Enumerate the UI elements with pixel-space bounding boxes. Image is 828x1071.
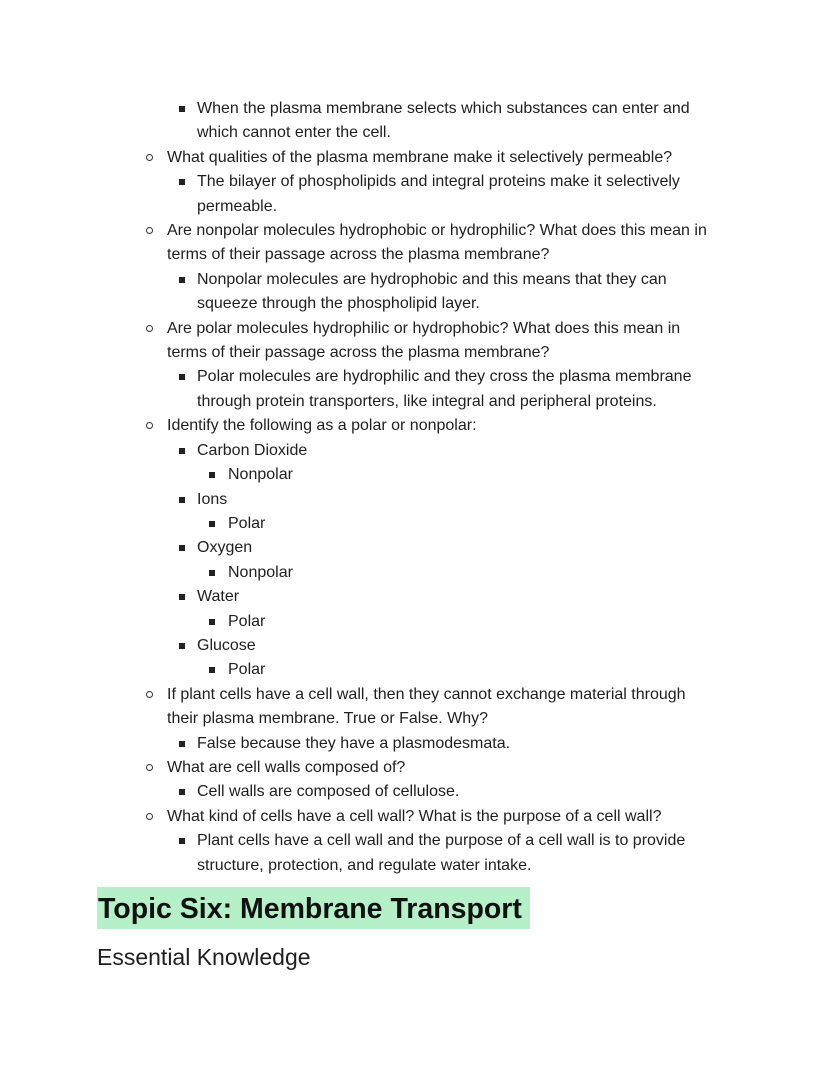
list-item-text: What qualities of the plasma membrane make it selectively permeable? [167, 148, 673, 166]
list-item-text: Polar [228, 612, 266, 630]
hollow-circle-bullet-icon [146, 422, 153, 429]
square-bullet-icon [179, 741, 185, 747]
square-bullet-icon [179, 789, 185, 795]
list-item-text: Oxygen [197, 539, 253, 557]
hollow-circle-bullet-icon [146, 813, 153, 820]
list-item-text: through protein transporters, like integral and peripheral proteins. [197, 392, 657, 410]
list-item-text: Ions [197, 490, 228, 508]
answer-item [0, 536, 828, 560]
question-item [0, 805, 828, 829]
square-bullet-icon [179, 545, 185, 551]
sub-answer-item [0, 512, 828, 536]
answer-item [0, 732, 828, 756]
question-item [0, 219, 828, 243]
list-item-text: terms of their passage across the plasma membrane? [167, 344, 550, 362]
question-item [0, 317, 828, 341]
answer-item [0, 780, 828, 804]
answer-item [0, 634, 828, 658]
answer-item [0, 585, 828, 609]
square-bullet-icon [179, 448, 185, 454]
answer-item [0, 365, 828, 389]
sub-answer-item [0, 463, 828, 487]
square-bullet-icon [179, 277, 185, 283]
list-item-continuation [0, 854, 828, 878]
list-item-text: Are nonpolar molecules hydrophobic or hydrophilic? What does this mean in [167, 222, 707, 240]
square-bullet-icon [209, 472, 215, 478]
square-bullet-icon [179, 106, 185, 112]
list-item-text: Nonpolar molecules are hydrophobic and this means that they can [197, 270, 667, 288]
square-bullet-icon [179, 838, 185, 844]
square-bullet-icon [209, 521, 215, 527]
answer-item [0, 170, 828, 194]
square-bullet-icon [179, 497, 185, 503]
answer-item [0, 439, 828, 463]
list-item-text: What are cell walls composed of? [167, 758, 406, 776]
list-item-text: which cannot enter the cell. [197, 124, 391, 142]
list-item-text: Water [197, 588, 240, 606]
square-bullet-icon [179, 374, 185, 380]
list-item-continuation [0, 243, 828, 267]
question-item [0, 756, 828, 780]
list-item-text: Carbon Dioxide [197, 441, 308, 459]
list-item-text: If plant cells have a cell wall, then they cannot exchange material through [167, 685, 686, 703]
square-bullet-icon [179, 643, 185, 649]
list-item-text: Polar [228, 514, 266, 532]
hollow-circle-bullet-icon [146, 691, 153, 698]
list-item-text: The bilayer of phospholipids and integral proteins make it selectively [197, 173, 680, 191]
list-item-text: squeeze through the phospholipid layer. [197, 295, 480, 313]
list-item-text: Polar molecules are hydrophilic and they cross the plasma membrane [197, 368, 692, 386]
list-item-text: Glucose [197, 636, 256, 654]
list-item-continuation [0, 341, 828, 365]
sub-answer-item [0, 561, 828, 585]
answer-item [0, 97, 828, 121]
list-item-text: What kind of cells have a cell wall? What is the purpose of a cell wall? [167, 807, 662, 825]
list-item-text: Plant cells have a cell wall and the purpose of a cell wall is to provide [197, 832, 686, 850]
list-item-text: Are polar molecules hydrophilic or hydrophobic? What does this mean in [167, 319, 681, 337]
answer-item [0, 488, 828, 512]
square-bullet-icon [209, 619, 215, 625]
list-item-text: Nonpolar [228, 563, 293, 581]
list-item-text: Identify the following as a polar or nonpolar: [167, 417, 477, 435]
list-item-continuation [0, 707, 828, 731]
list-item-text: Polar [228, 661, 266, 679]
question-item [0, 146, 828, 170]
list-item-text: False because they have a plasmodesmata. [197, 734, 511, 752]
hollow-circle-bullet-icon [146, 227, 153, 234]
square-bullet-icon [209, 570, 215, 576]
square-bullet-icon [179, 179, 185, 185]
list-item-text: Nonpolar [228, 466, 293, 484]
list-item-text: structure, protection, and regulate water intake. [197, 856, 532, 874]
answer-item [0, 829, 828, 853]
hollow-circle-bullet-icon [146, 325, 153, 332]
question-item [0, 414, 828, 438]
sub-answer-item [0, 610, 828, 634]
list-item-text: When the plasma membrane selects which substances can enter and [197, 100, 690, 117]
list-item-text: permeable. [197, 197, 278, 215]
list-item-continuation [0, 195, 828, 219]
square-bullet-icon [179, 594, 185, 600]
list-item-continuation [0, 292, 828, 316]
hollow-circle-bullet-icon [146, 764, 153, 771]
answer-item [0, 268, 828, 292]
square-bullet-icon [209, 667, 215, 673]
list-item-text: their plasma membrane. True or False. Why? [167, 710, 489, 728]
sub-answer-item [0, 658, 828, 682]
list-item-text: terms of their passage across the plasma membrane? [167, 246, 550, 264]
list-item-text: Cell walls are composed of cellulose. [197, 783, 460, 801]
section-subheading: Essential Knowledge [97, 944, 311, 970]
list-item-continuation [0, 390, 828, 414]
question-item [0, 683, 828, 707]
topic-heading: Topic Six: Membrane Transport [97, 887, 530, 929]
list-item-continuation [0, 121, 828, 145]
hollow-circle-bullet-icon [146, 154, 153, 161]
document-body [0, 97, 828, 878]
